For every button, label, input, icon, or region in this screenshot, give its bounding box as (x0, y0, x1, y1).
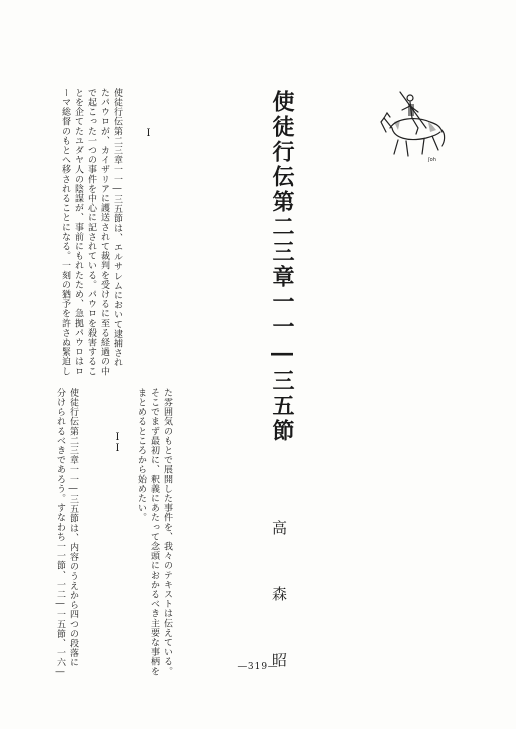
section-heading-2: II (112, 432, 123, 454)
page-number: ―319― (237, 662, 279, 672)
text-line: で起こった一つの事件を中心に記されている。パウロを殺害するこ (86, 88, 96, 376)
section-heading-1: I (143, 128, 154, 139)
text-line: 分けられるべきであろう。すなわち一一節、一二―一五節、一六― (55, 388, 65, 678)
author-name: 高 森 昭 (270, 520, 288, 685)
section-1-body (58, 88, 123, 376)
text-line: そこでまず最初に、釈義にあたって念頭におかるべき主要な事柄を (149, 388, 159, 676)
text-line: ーマ総督のもとへ移されることになる。一刻の猶予を許さぬ緊迫し (60, 88, 70, 376)
horse-rider-illustration (378, 88, 448, 164)
section-2-body (53, 388, 79, 678)
text-line: とを企てたユダヤ人の陰謀が、事前にもれたため、急拠パウロはロ (73, 88, 83, 376)
article-title: 使徒行伝第二三章一一―三五節 (269, 90, 295, 444)
svg-text:ʃoh: ʃoh (428, 157, 436, 163)
text-line: 使徒行伝第二三章一一―三五節は、エルサレムにおいて逮捕され (112, 88, 122, 368)
text-line: まとめるところから始めたい。 (136, 388, 146, 523)
text-line: 使徒行伝第二三章一一―三五節は、内容のうえから四つの段落に (68, 388, 78, 668)
text-line: た雰囲気のもとで展開した事件を、我々のテキストは伝えている。 (162, 388, 172, 676)
section-1-continuation (134, 388, 173, 676)
text-line: たパウロが、カイザリアに護送されて裁判を受けるに至る経過の中 (99, 88, 109, 376)
